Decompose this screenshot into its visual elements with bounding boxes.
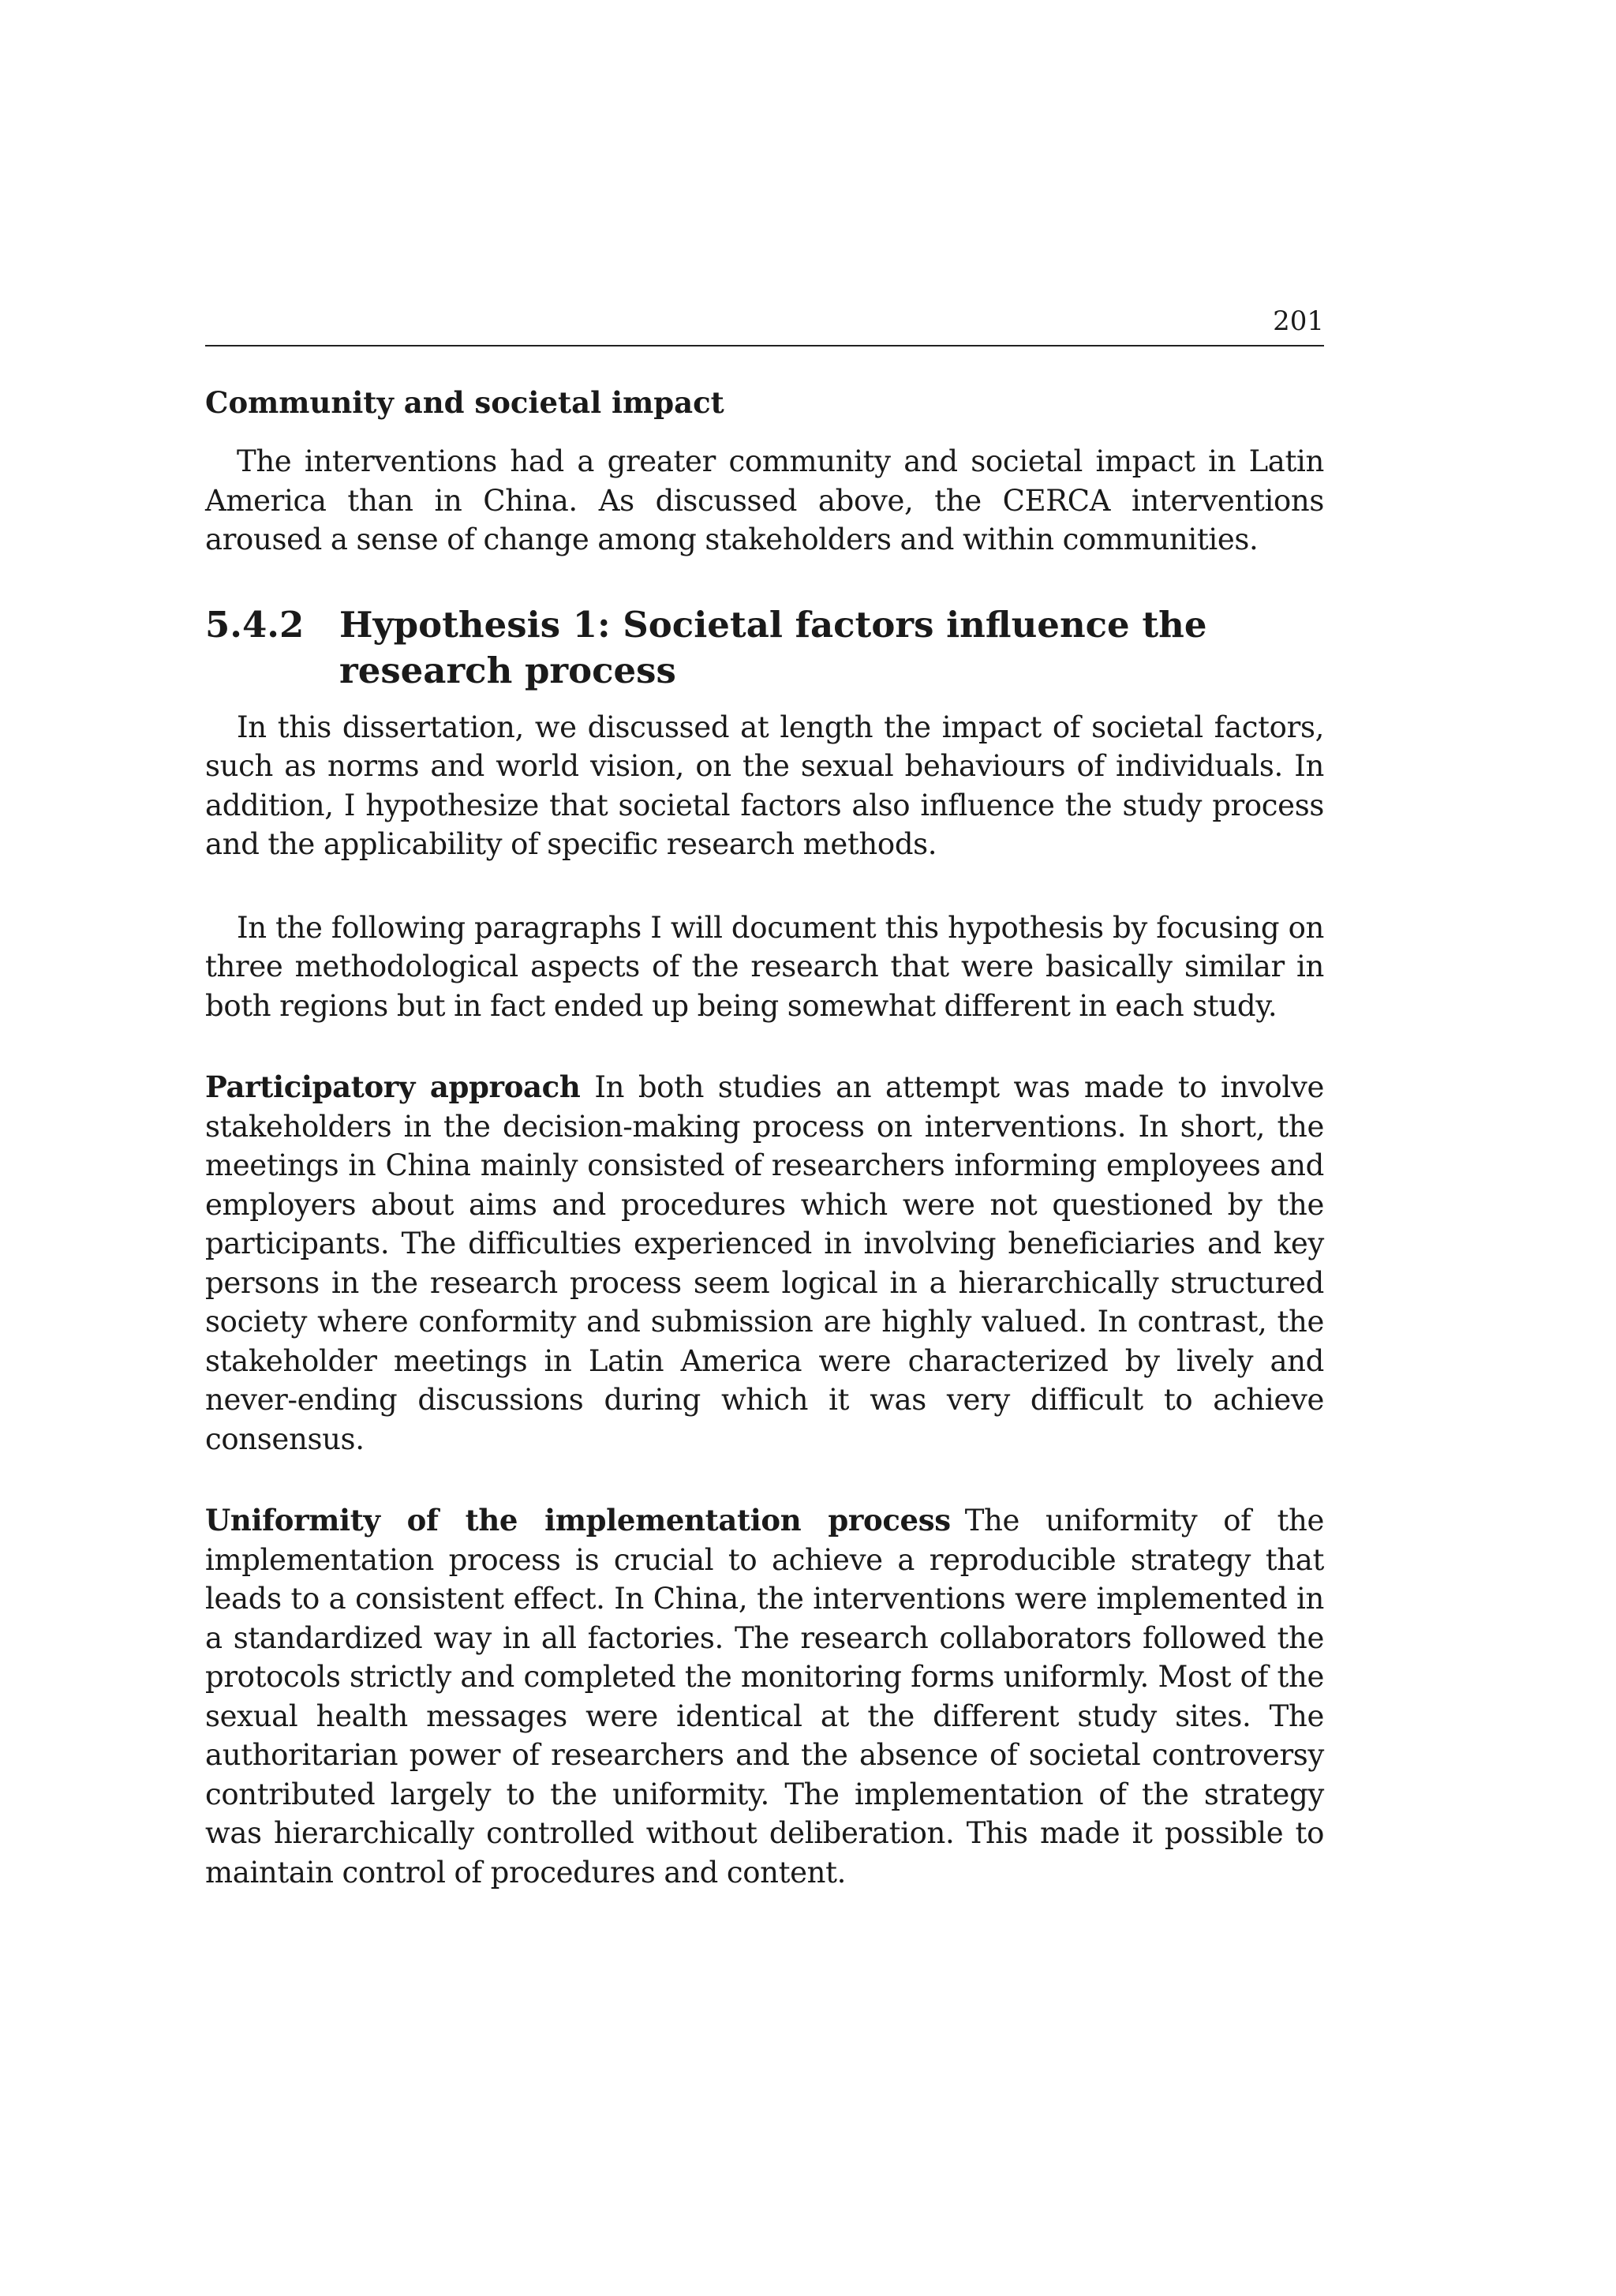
participatory-text: In both studies an attempt was made to involve stakeholders in the decision-making process on interventions. In short, the meetings in China mainly consisted of researchers informing employees and employers about aims and procedures which were not questioned by the participants. The difficulties experienced in involving beneficiaries and key persons in the research process seem logical in a hierarchically structured society where conformity and submission are highly valued. In contrast, the stakeholder meetings in Latin America were characterized by lively and never-ending discussions during which it was very difficult to achieve consensus. <box>205 1070 1325 1456</box>
section-number: 5.4.2 <box>205 603 305 646</box>
uniformity-heading: Uniformity of the implementation process <box>205 1503 951 1538</box>
participatory-heading: Participatory approach <box>205 1069 581 1104</box>
community-paragraph: The interventions had a greater community and societal impact in Latin America than in China. As discussed above, the CERCA interventions aroused a sense of change among stakeholders and within communities. <box>205 444 1324 556</box>
uniformity-text: The uniformity of the implementation process is crucial to achieve a reproducible strategy that leads to a consistent effect. In China, the interventions were implemented in a standardized way in all factories. The research collaborators followed the protocols strictly and completed the monitoring forms uniformly. Most of the sexual health messages were identical at the different study sites. The authoritarian power of researchers and the absence of societal controversy contributed largely to the uniformity. The implementation of the strategy was hierarchically controlled without deliberation. This made it possible to maintain control of procedures and content. <box>205 1504 1324 1890</box>
participatory-paragraph <box>205 1068 1324 1459</box>
page-content <box>205 304 1324 1892</box>
section-title: Hypothesis 1: Societal factors influence the research process <box>339 603 1207 691</box>
page-number: 201 <box>1273 305 1324 337</box>
running-head <box>205 304 1324 346</box>
community-heading: Community and societal impact <box>205 385 724 420</box>
uniformity-paragraph <box>205 1501 1324 1892</box>
hypothesis-paragraph-2: In the following paragraphs I will document this hypothesis by focusing on three methodological aspects of the research that were basically similar in both regions but in fact ended up being somewhat different in each study. <box>205 910 1324 1023</box>
hypothesis-paragraph-1: In this dissertation, we discussed at length the impact of societal factors, such as norms and world vision, on the sexual behaviours of individuals. In addition, I hypothesize that societal factors also influence the study process and the applicability of specific research methods. <box>205 710 1324 861</box>
section-heading <box>205 602 1324 694</box>
